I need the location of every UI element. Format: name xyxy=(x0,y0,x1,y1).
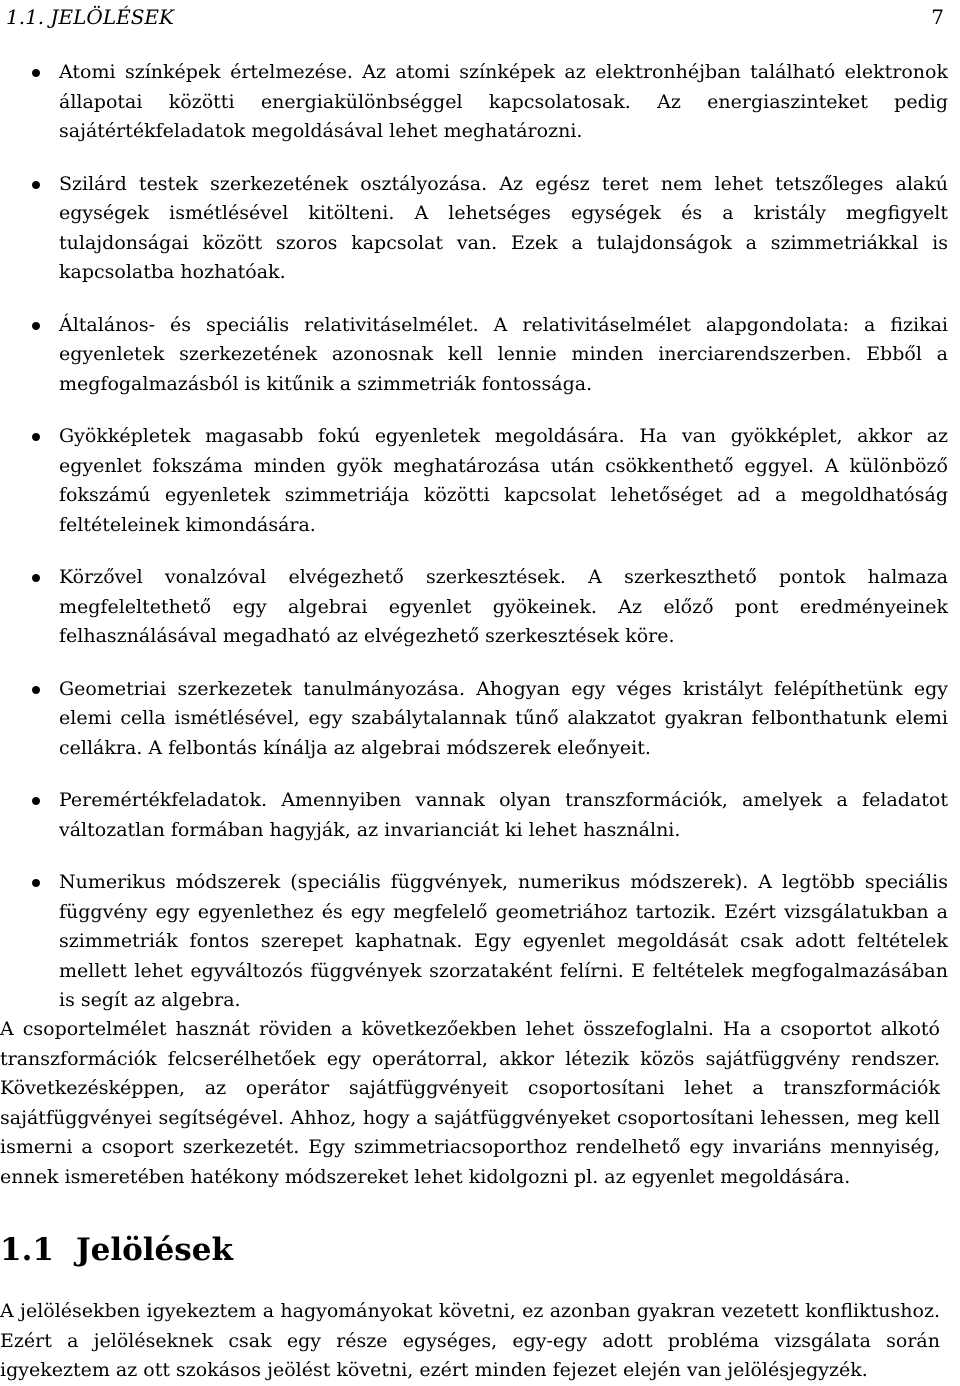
list-item xyxy=(0,422,960,540)
list-item-text: Numerikus módszerek (speciális függvények, numerikus módszerek). A legtöbb speciális függvény egy egyenlethez és egy megfelelő geometriához tartozik. Ezért vizsgálatukban a szimmetriák fontos szerepet kaphatnak. Egy egyenlet megoldását csak adott feltételek mellett lehet egyváltozós függvények szorzataként felírni. E feltételek megfogalmazásában is segít az algebra. xyxy=(59,871,948,1011)
section-paragraph: A jelölésekben igyekeztem a hagyományokat követni, ez azonban gyakran vezetett konfliktushoz. Ezért a jelöléseknek csak egy része egységes, egy-egy adott probléma vizsgálata során igyekeztem az ott szokásos jeölést követni, ezért minden fejezet elején van jelölésjegyzék. xyxy=(0,1300,940,1381)
application-bullet-list xyxy=(0,58,960,1039)
bullet-icon xyxy=(32,879,40,887)
section-title: Jelölések xyxy=(75,1232,233,1268)
list-item xyxy=(0,786,960,845)
list-item xyxy=(0,563,960,652)
bullet-icon xyxy=(32,322,40,330)
list-item-text: Gyökképletek magasabb fokú egyenletek megoldására. Ha van gyökképlet, akkor az egyenlet fokszáma minden gyök meghatározása után csökkenthető eggyel. A különböző fokszámú egyenletek szimmetriája közötti kapcsolat lehetőséget ad a megoldhatóság feltételeinek kimondására. xyxy=(59,425,948,536)
list-item-text: Szilárd testek szerkezetének osztályozása. Az egész teret nem lehet tetszőleges alakú egységek ismétlésével kitölteni. A lehetséges egységek és a kristály megfigyelt tulajdonságai között szoros kapcsolat van. Ezek a tulajdonságok a szimmetriákkal is kapcsolatba hozhatóak. xyxy=(59,172,948,283)
list-item xyxy=(0,868,960,1016)
list-item xyxy=(0,675,960,764)
list-item xyxy=(0,170,960,288)
bullet-icon xyxy=(32,574,40,582)
section-heading xyxy=(0,1230,233,1270)
summary-paragraph: A csoportelmélet hasznát röviden a következőekben lehet összefoglalni. Ha a csoportot alkotó transzformációk felcserélhetőek egy operátorral, akkor létezik közös sajátfüggvény rendszer. Következésképpen, az operátor sajátfüggvényeit csoportosítani lehet a transzformációk sajátfüggvényei segítségével. Ahhoz, hogy a sajátfüggvényeket csoportosítani lehessen, meg kell ismerni a csoport szerkezetét. Egy szimmetriacsoporthoz rendelhető egy invariáns mennyiség, ennek ismeretében hatékony módszereket lehet kidolgozni pl. az egyenlet megoldására. xyxy=(0,1018,940,1188)
list-item-text: Általános- és speciális relativitáselmélet. A relativitáselmélet alapgondolata: a fizikai egyenletek szerkezetének azonosnak kell lennie minden inerciarendszerben. Ebből a megfogalmazásból is kitűnik a szimmetriák fontossága. xyxy=(59,313,948,395)
bullet-icon xyxy=(32,797,40,805)
running-head xyxy=(6,4,944,30)
page-number: 7 xyxy=(931,5,944,29)
list-item-text: Geometriai szerkezetek tanulmányozása. Ahogyan egy véges kristályt felépíthetünk egy elemi cella ismétlésével, egy szabálytalannak tűnő alakzatot gyakran felbonthatunk elemi cellákra. A felbontás kínálja az algebrai módszerek eleőnyeit. xyxy=(59,677,948,759)
list-item-text: Peremértékfeladatok. Amennyiben vannak olyan transzformációk, amelyek a feladatot változatlan formában hagyják, az invarianciát ki lehet használni. xyxy=(59,789,948,841)
running-head-title: 1.1. JELÖLÉSEK xyxy=(6,5,174,29)
bullet-icon xyxy=(32,69,40,77)
list-item xyxy=(0,311,960,400)
list-item xyxy=(0,58,960,147)
bullet-icon xyxy=(32,433,40,441)
bullet-icon xyxy=(32,686,40,694)
bullet-icon xyxy=(32,181,40,189)
list-item-text: Körzővel vonalzóval elvégezhető szerkesztések. A szerkeszthető pontok halmaza megfeleltethető egy algebrai egyenlet gyökeinek. Az előző pont eredményeinek felhasználásával megadható az elvégezhető szerkesztések köre. xyxy=(59,566,948,647)
section-number: 1.1 xyxy=(0,1232,54,1268)
list-item-text: Atomi színképek értelmezése. Az atomi színképek az elektronhéjban található elektronok állapotai közötti energiakülönbséggel kapcsolatosak. Az energiaszinteket pedig sajátértékfeladatok megoldásával lehet meghatározni. xyxy=(59,61,948,142)
